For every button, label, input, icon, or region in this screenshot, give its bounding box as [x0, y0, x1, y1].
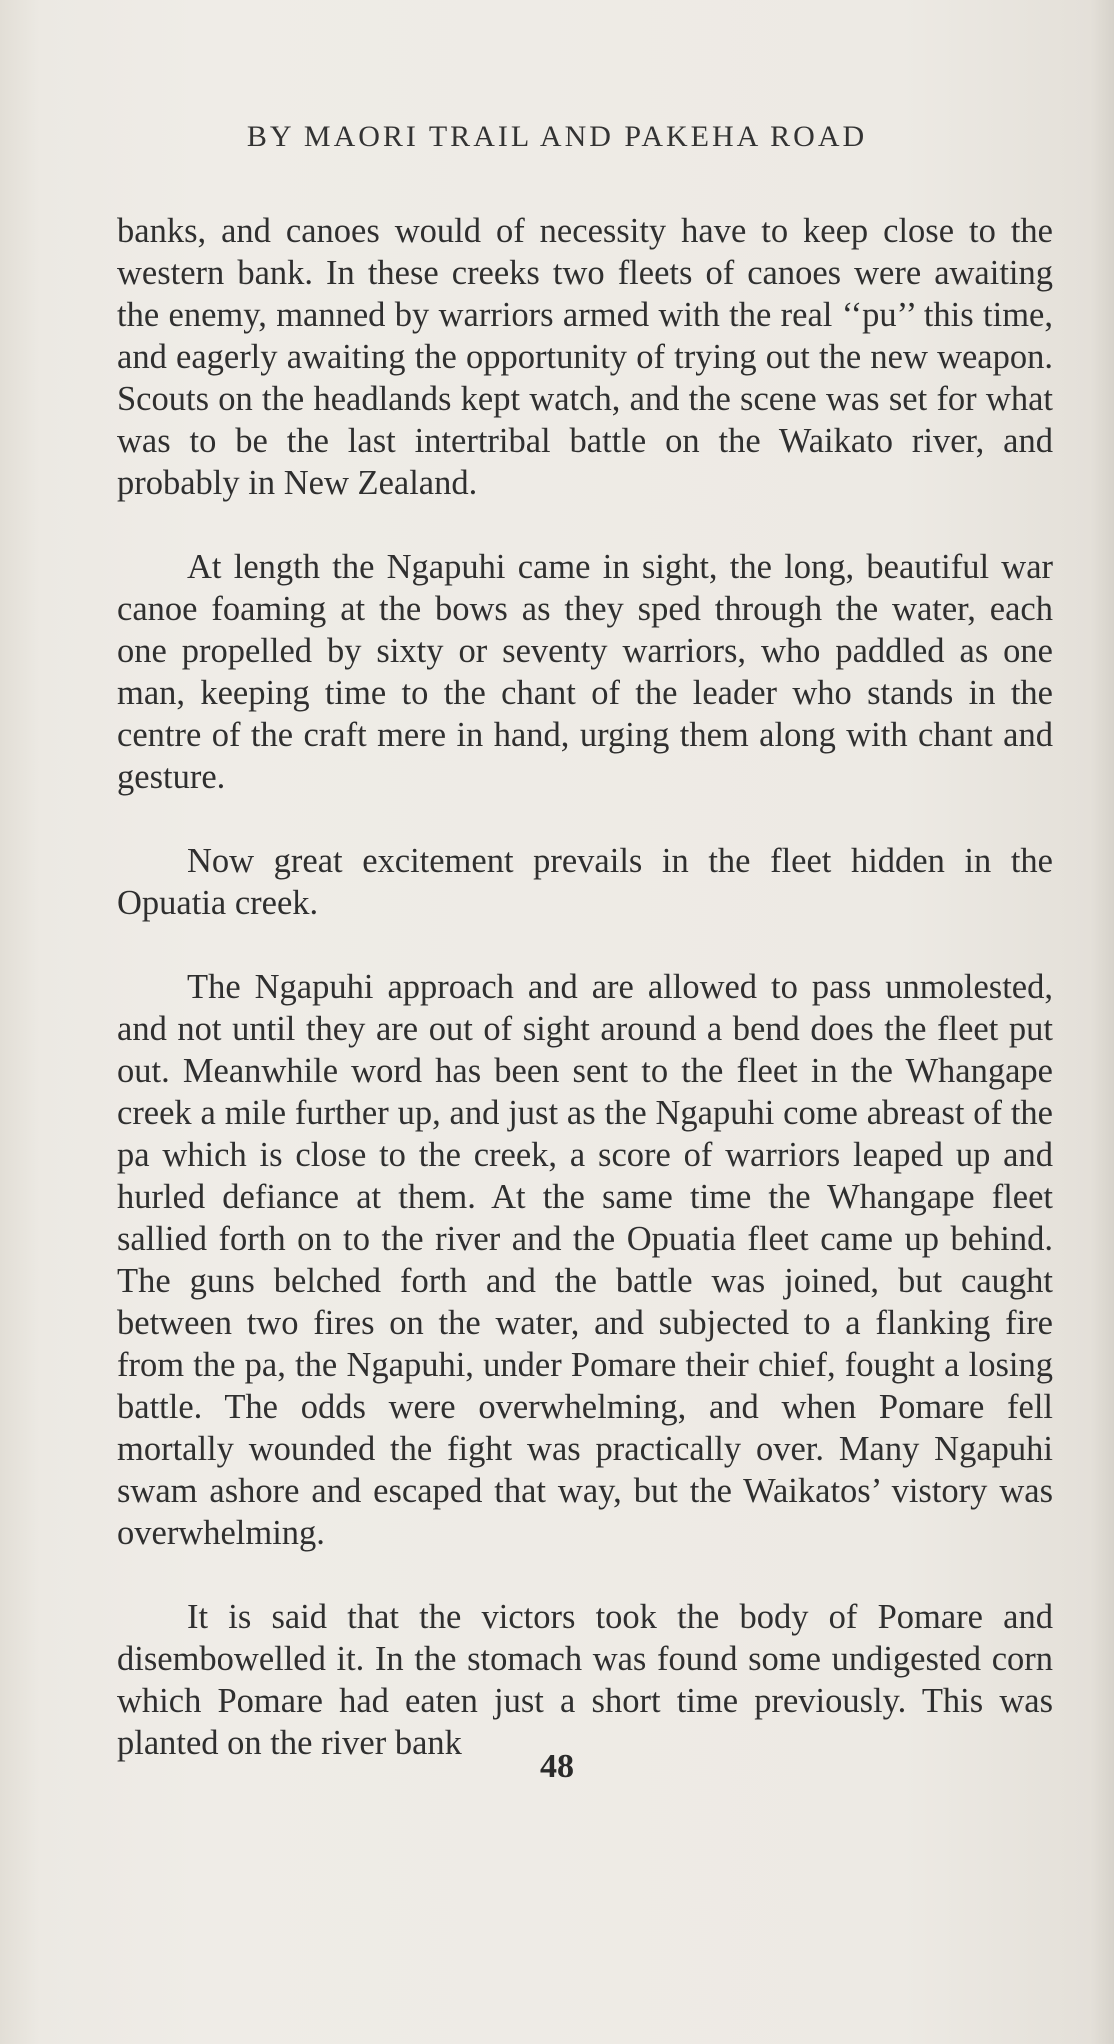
- paragraph-4: The Ngapuhi approach and are allowed to pass unmolested, and not until they are out of sight around a bend does the fleet put out. Meanwhile word has been sent to the fleet in the Whangape creek a mile further up, and just as the Ngapuhi come abreast of the pa which is close to the creek, a score of warriors leaped up and hurled defiance at them. At the same time the Whangape fleet sallied forth on to the river and the Opuatia fleet came up behind. The guns belched forth and the battle was joined, but caught between two fires on the water, and subjected to a flanking fire from the pa, the Ngapuhi, under Pomare their chief, fought a losing battle. The odds were overwhelming, and when Pomare fell mortally wounded the fight was practically over. Many Ngapuhi swam ashore and escaped that way, but the Waikatos’ vistory was overwhelming.: [117, 968, 1053, 1552]
- paragraph-3: Now great excitement prevails in the fleet hidden in the Opuatia creek.: [117, 842, 1053, 922]
- paragraph-5: It is said that the victors took the body of Pomare and disembowelled it. In the stomach was found some undigested corn which Pomare had eaten just a short time previously. This was planted on the river bank: [117, 1598, 1053, 1762]
- page-number: 48: [540, 1748, 574, 1785]
- running-header: BY MAORI TRAIL AND PAKEHA ROAD: [246, 120, 868, 153]
- paragraph-2: At length the Ngapuhi came in sight, the long, beautiful war canoe foaming at the bows as they sped through the water, each one propelled by sixty or seventy warriors, who paddled as one man, keeping time to the chant of the leader who stands in the centre of the craft mere in hand, urging them along with chant and gesture.: [117, 548, 1053, 796]
- body-text: [117, 210, 1053, 1764]
- paragraph-1: banks, and canoes would of necessity have to keep close to the western bank. In these creeks two fleets of canoes were awaiting the enemy, manned by warriors armed with the real ‘‘pu’’ this time, and eagerly awaiting the opportunity of trying out the new weapon. Scouts on the headlands kept watch, and the scene was set for what was to be the last intertribal battle on the Waikato river, and probably in New Zealand.: [117, 212, 1053, 502]
